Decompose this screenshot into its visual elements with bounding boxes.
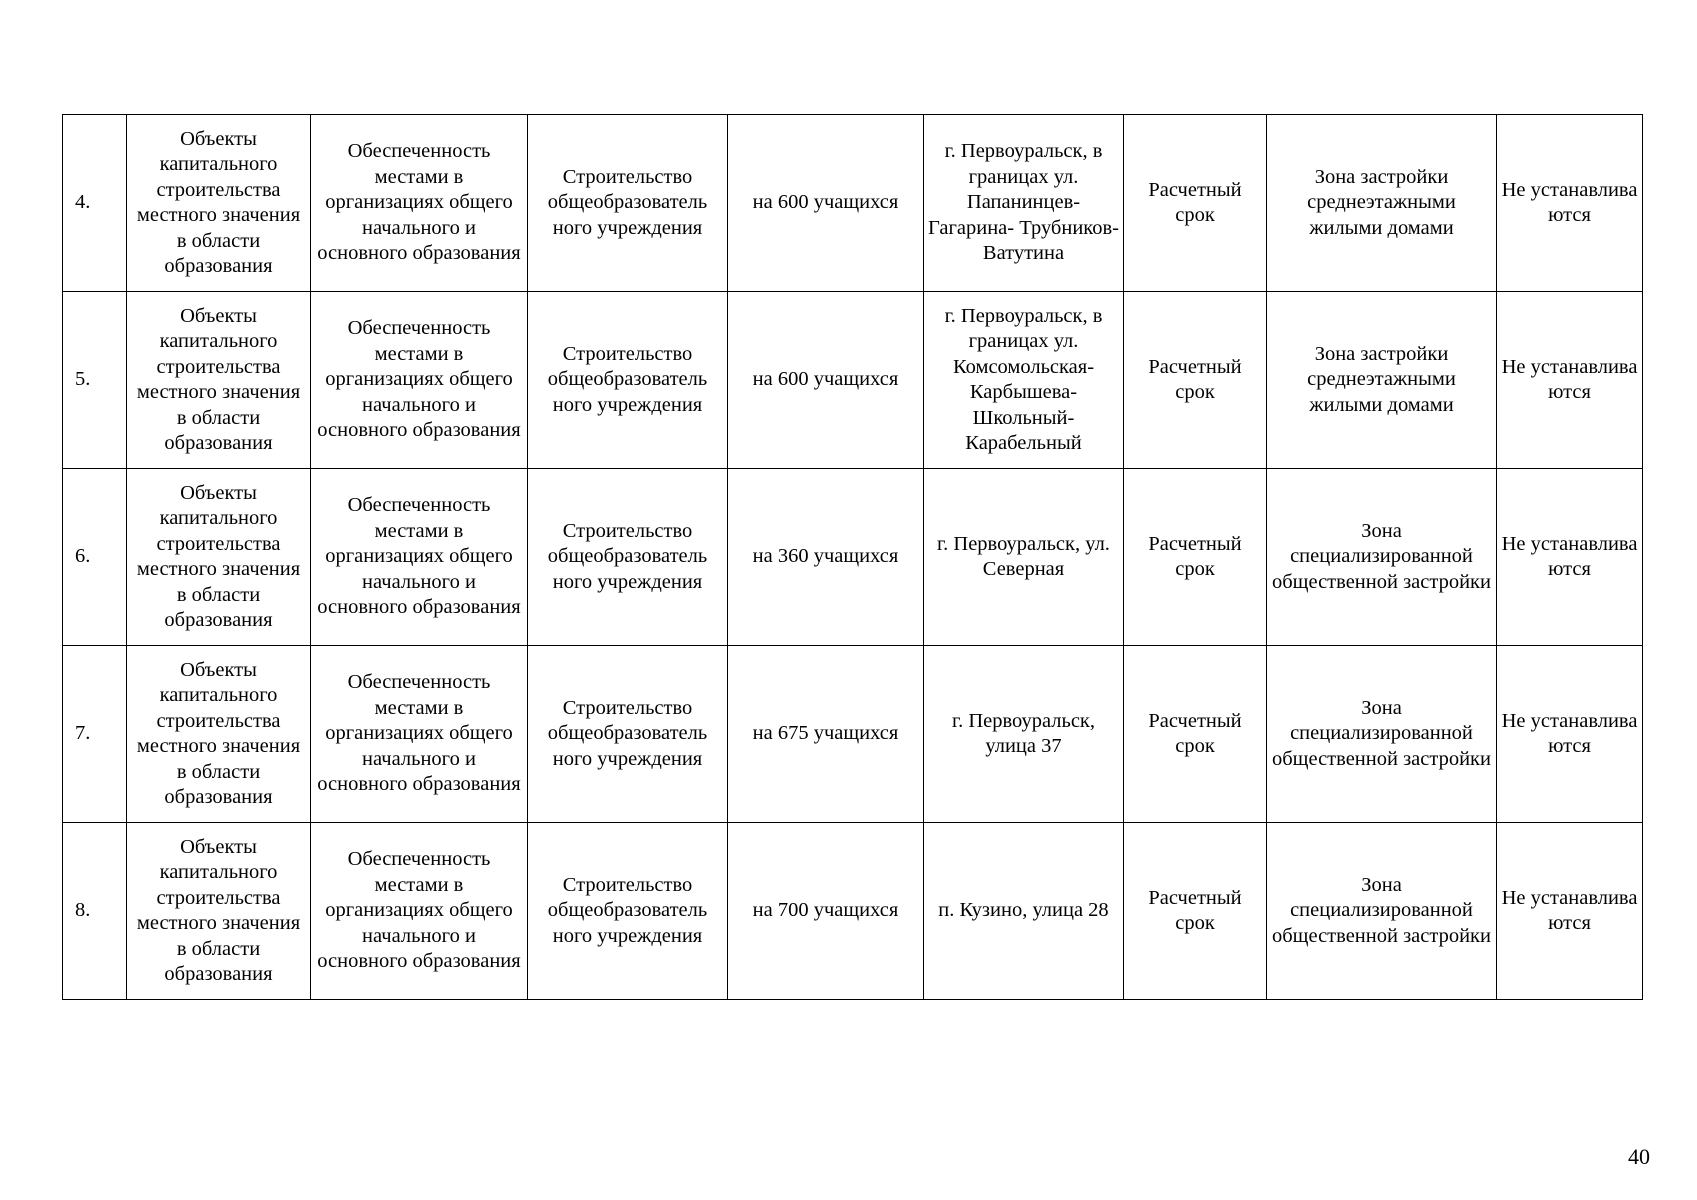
zone-cell: Зона специализированной общественной застройки xyxy=(1267,823,1497,1000)
term-cell: Расчетный срок xyxy=(1124,292,1267,469)
capacity-cell: на 600 учащихся xyxy=(728,292,924,469)
location-cell: г. Первоуральск, в границах ул. Папанинцев- Гагарина- Трубников- Ватутина xyxy=(924,115,1124,292)
restrictions-cell: Не устанавлива ются xyxy=(1497,292,1643,469)
table-row xyxy=(63,646,1643,823)
object-type-cell: Объекты капитального строительства местного значения в области образования xyxy=(127,292,311,469)
object-type-cell: Объекты капитального строительства местного значения в области образования xyxy=(127,823,311,1000)
action-cell: Строительство общеобразователь ного учреждения xyxy=(528,646,728,823)
restrictions-cell: Не устанавлива ются xyxy=(1497,115,1643,292)
zone-cell: Зона специализированной общественной застройки xyxy=(1267,469,1497,646)
object-type-cell: Объекты капитального строительства местного значения в области образования xyxy=(127,646,311,823)
table-row xyxy=(63,823,1643,1000)
capacity-cell: на 360 учащихся xyxy=(728,469,924,646)
purpose-cell: Обеспеченность местами в организациях общего начального и основного образования xyxy=(311,292,528,469)
capacity-cell: на 600 учащихся xyxy=(728,115,924,292)
row-number: 7. xyxy=(63,646,127,823)
row-number: 4. xyxy=(63,115,127,292)
action-cell: Строительство общеобразователь ного учреждения xyxy=(528,115,728,292)
capacity-cell: на 700 учащихся xyxy=(728,823,924,1000)
restrictions-cell: Не устанавлива ются xyxy=(1497,469,1643,646)
term-cell: Расчетный срок xyxy=(1124,115,1267,292)
location-cell: г. Первоуральск, в границах ул. Комсомольская- Карбышева- Школьный- Карабельный xyxy=(924,292,1124,469)
page-number: 40 xyxy=(1628,1144,1650,1169)
purpose-cell: Обеспеченность местами в организациях общего начального и основного образования xyxy=(311,469,528,646)
object-type-cell: Объекты капитального строительства местного значения в области образования xyxy=(127,469,311,646)
row-number: 5. xyxy=(63,292,127,469)
table-row xyxy=(63,115,1643,292)
restrictions-cell: Не устанавлива ются xyxy=(1497,646,1643,823)
purpose-cell: Обеспеченность местами в организациях общего начального и основного образования xyxy=(311,115,528,292)
term-cell: Расчетный срок xyxy=(1124,469,1267,646)
zone-cell: Зона застройки среднеэтажными жилыми домами xyxy=(1267,292,1497,469)
row-number: 6. xyxy=(63,469,127,646)
location-cell: п. Кузино, улица 28 xyxy=(924,823,1124,1000)
restrictions-cell: Не устанавлива ются xyxy=(1497,823,1643,1000)
location-cell: г. Первоуральск, ул. Северная xyxy=(924,469,1124,646)
location-cell: г. Первоуральск, улица 37 xyxy=(924,646,1124,823)
objects-table xyxy=(62,114,1643,1000)
term-cell: Расчетный срок xyxy=(1124,823,1267,1000)
capacity-cell: на 675 учащихся xyxy=(728,646,924,823)
table-row xyxy=(63,292,1643,469)
action-cell: Строительство общеобразователь ного учреждения xyxy=(528,292,728,469)
purpose-cell: Обеспеченность местами в организациях общего начального и основного образования xyxy=(311,646,528,823)
table-row xyxy=(63,469,1643,646)
purpose-cell: Обеспеченность местами в организациях общего начального и основного образования xyxy=(311,823,528,1000)
action-cell: Строительство общеобразователь ного учреждения xyxy=(528,823,728,1000)
row-number: 8. xyxy=(63,823,127,1000)
term-cell: Расчетный срок xyxy=(1124,646,1267,823)
action-cell: Строительство общеобразователь ного учреждения xyxy=(528,469,728,646)
zone-cell: Зона специализированной общественной застройки xyxy=(1267,646,1497,823)
zone-cell: Зона застройки среднеэтажными жилыми домами xyxy=(1267,115,1497,292)
object-type-cell: Объекты капитального строительства местного значения в области образования xyxy=(127,115,311,292)
